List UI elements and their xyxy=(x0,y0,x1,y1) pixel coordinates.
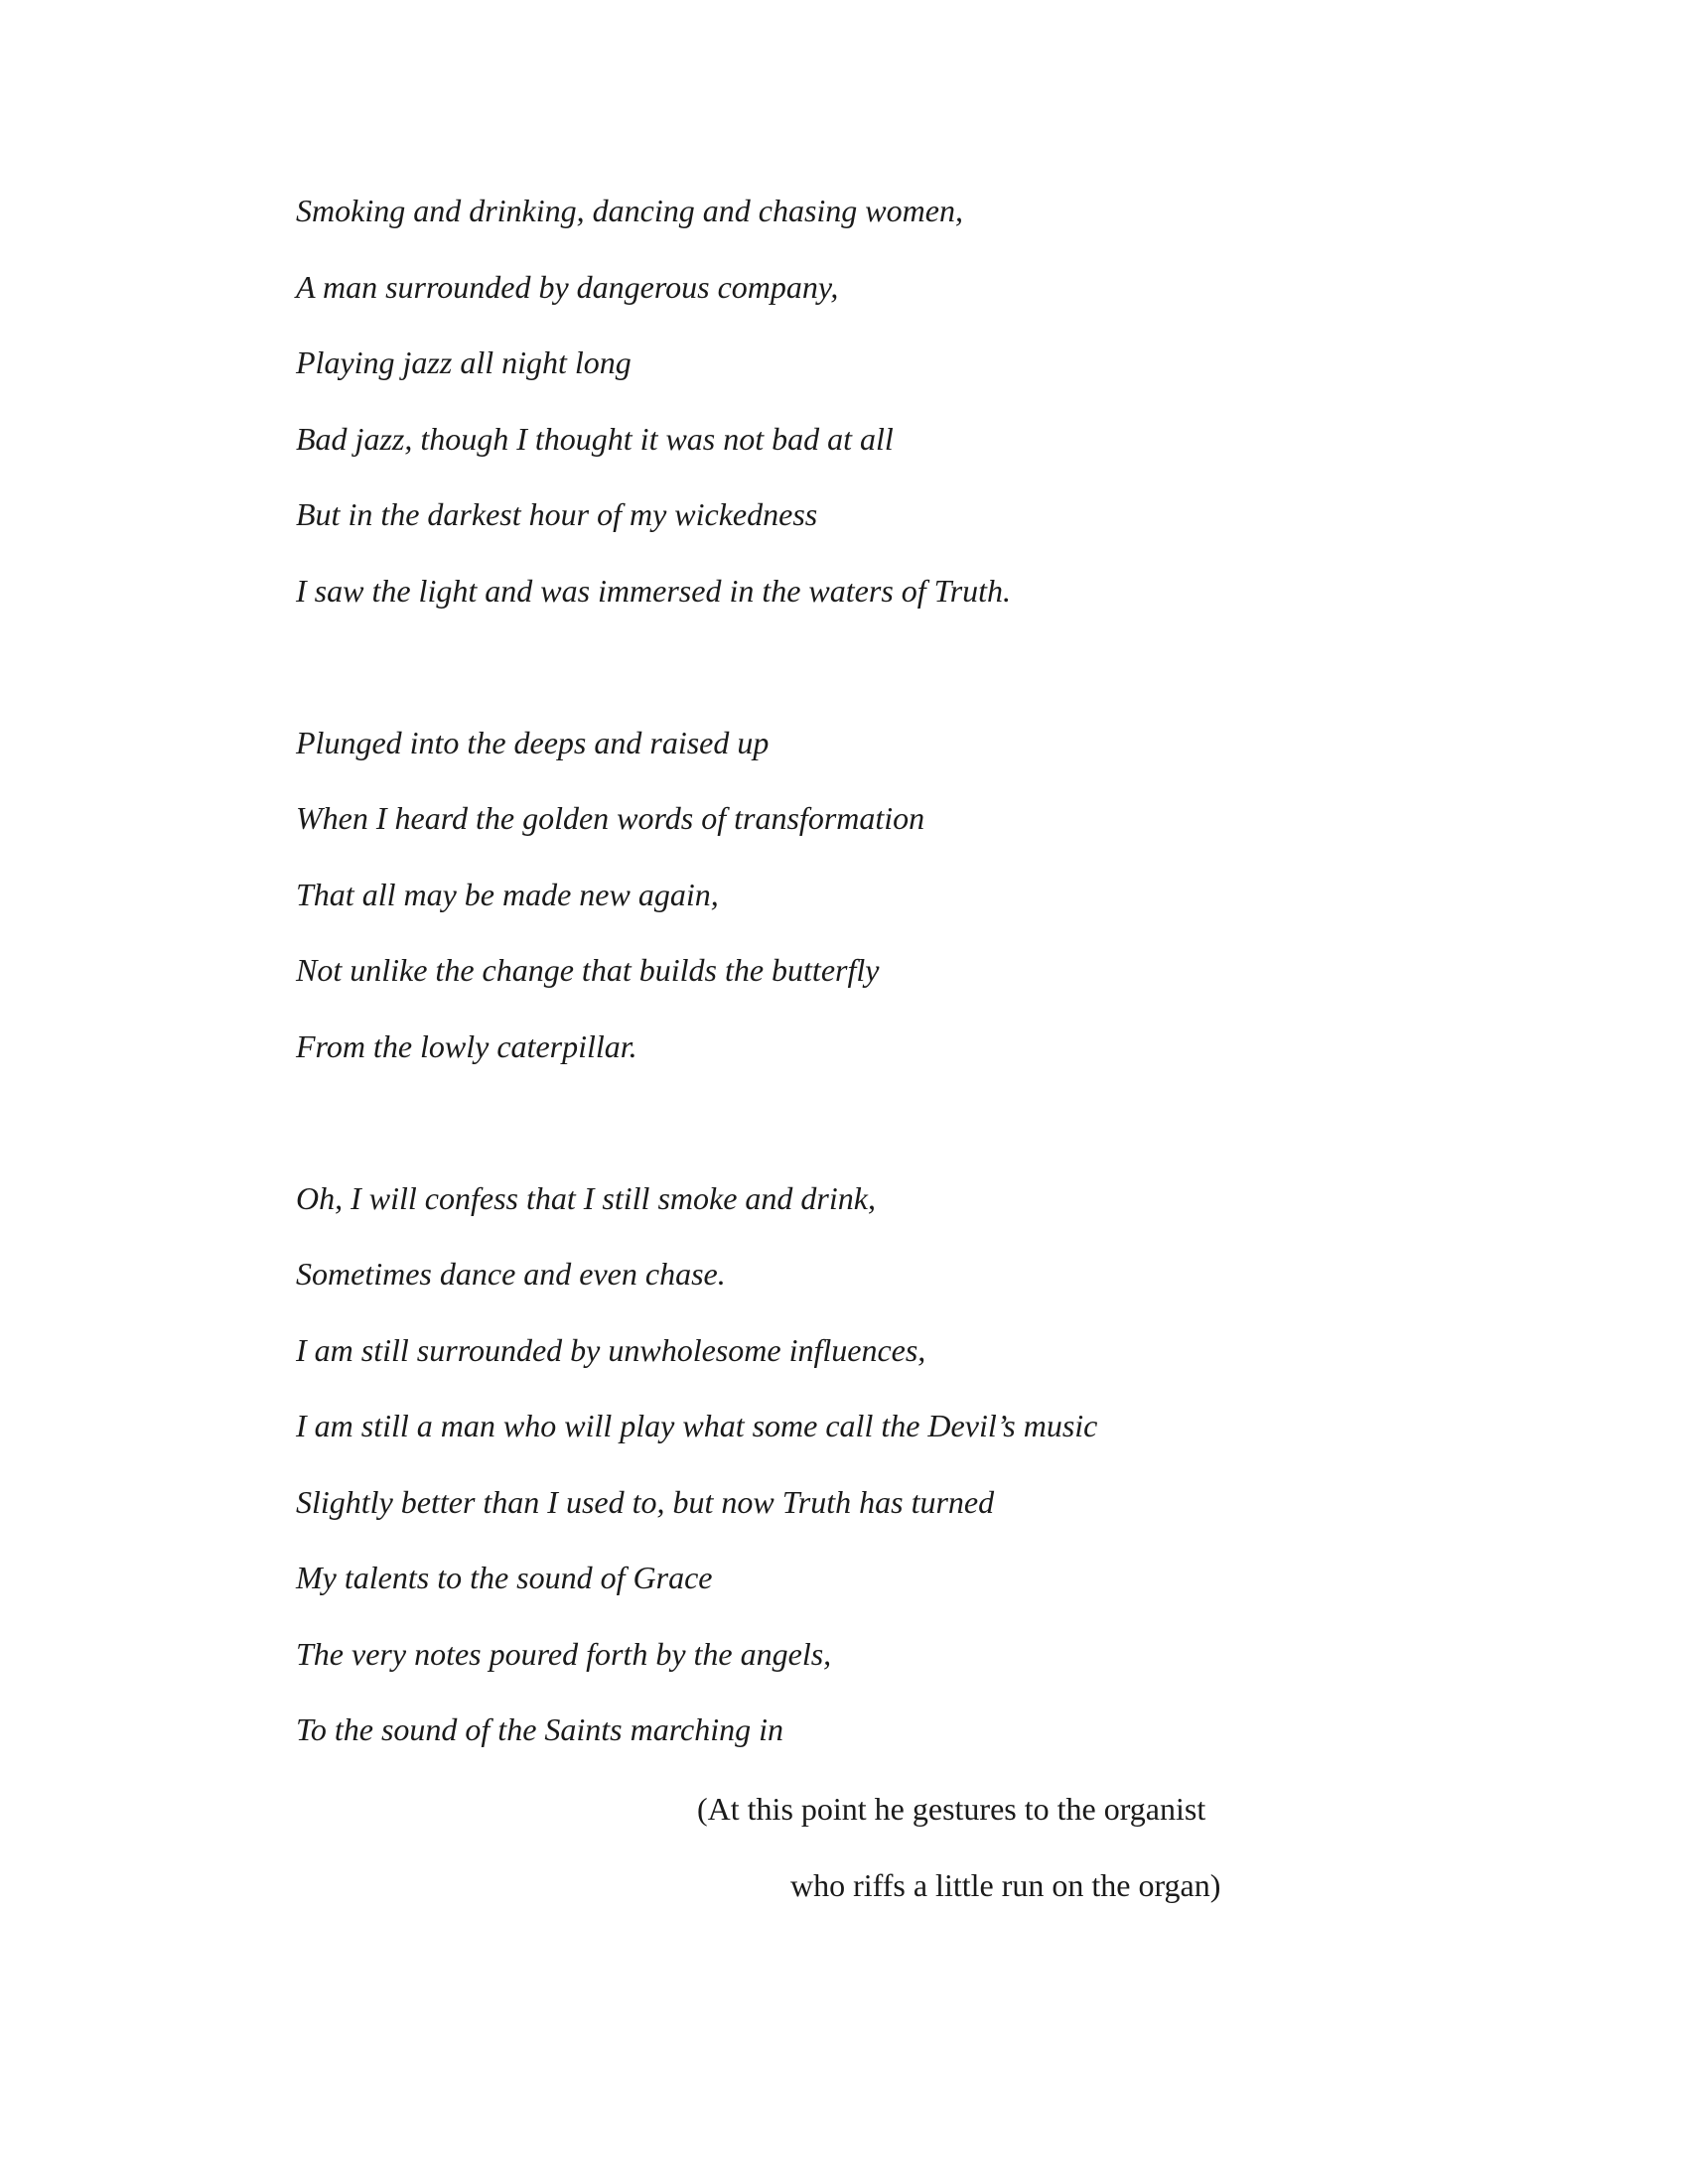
poem-line: But in the darkest hour of my wickedness xyxy=(296,496,818,532)
stanza-break xyxy=(296,650,1438,727)
poem-line: Playing jazz all night long xyxy=(296,344,632,380)
stanza-break xyxy=(296,1106,1438,1182)
poem-line: That all may be made new again, xyxy=(296,876,719,912)
poem-line: I am still a man who will play what some call the Devil’s music xyxy=(296,1408,1098,1443)
poem-line: Smoking and drinking, dancing and chasing women, xyxy=(296,193,963,228)
stanza-3 xyxy=(296,1179,1438,1790)
poem-line: I saw the light and was immersed in the waters of Truth. xyxy=(296,572,1012,609)
poem-line: Slightly better than I used to, but now Truth has turned xyxy=(296,1483,995,1520)
poem-line: Oh, I will confess that I still smoke and drink, xyxy=(296,1179,876,1216)
poem-line: To the sound of the Saints marching in xyxy=(296,1711,783,1747)
poem-body xyxy=(296,195,1438,1790)
poem-line: Bad jazz, though I thought it was not bad at all xyxy=(296,420,894,457)
poem-line: When I heard the golden words of transformation xyxy=(296,800,925,836)
poem-line: From the lowly caterpillar. xyxy=(296,1027,637,1064)
poem-line: I am still surrounded by unwholesome influences, xyxy=(296,1331,926,1368)
stanza-2 xyxy=(296,724,1438,1107)
stage-direction-line-1: (At this point he gestures to the organist xyxy=(697,1791,1206,1827)
poem-line: Plunged into the deeps and raised up xyxy=(296,724,770,760)
stanza-1 xyxy=(296,195,1438,650)
poem-line: The very notes poured forth by the angels, xyxy=(296,1635,832,1672)
poem-line: Not unlike the change that builds the butterfly xyxy=(296,952,880,988)
poem-line: Sometimes dance and even chase. xyxy=(296,1256,726,1292)
stage-direction-line-2: who riffs a little run on the organ) xyxy=(790,1867,1221,1903)
poem-line: My talents to the sound of Grace xyxy=(296,1560,713,1595)
poem-line: A man surrounded by dangerous company, xyxy=(296,268,839,305)
